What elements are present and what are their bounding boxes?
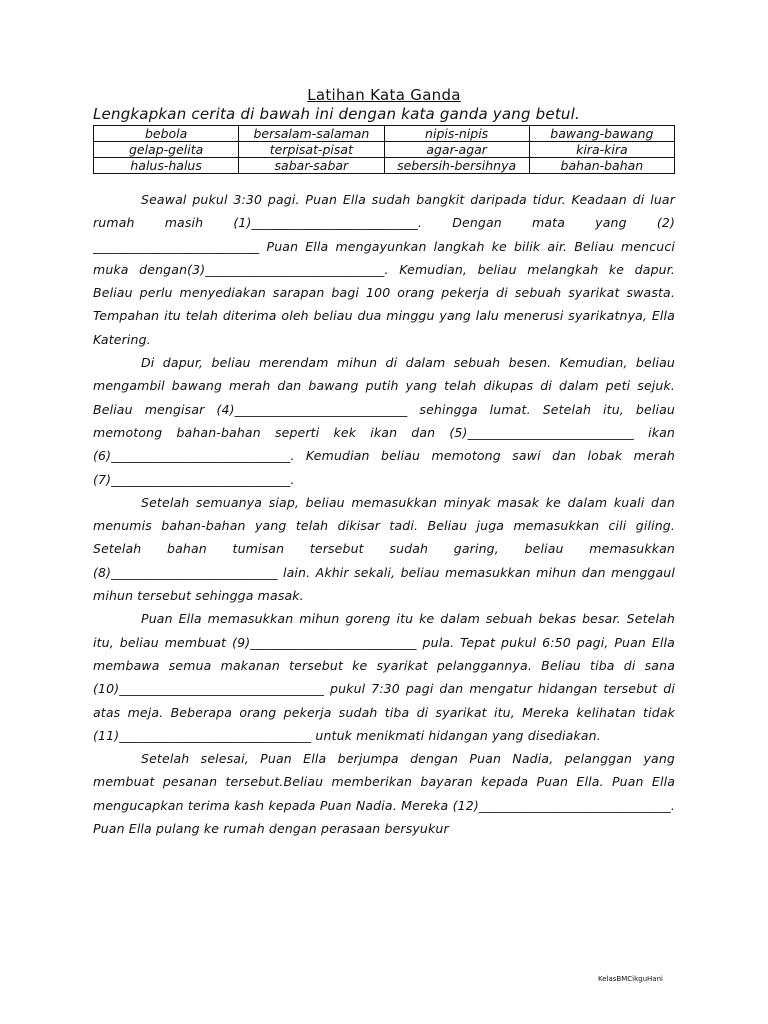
story-paragraph: Di dapur, beliau merendam mihun di dalam sebuah besen. Kemudian, beliau mengambil bawang merah dan bawang putih yang telah dikupas di dalam peti sejuk. Beliau mengisar (4)___________________________ sehingga lumat. Setelah itu, beliau memotong bahan-bahan seperti kek ikan dan (5)__________________________ ikan (6)____________________________. Kemudian beliau memotong sawi dan lobak merah (7)____________________________. xyxy=(93,355,675,487)
word-cell: sebersih-bersihnya xyxy=(384,158,529,174)
word-cell: gelap-gelita xyxy=(94,142,239,158)
story-paragraph: Setelah selesai, Puan Ella berjumpa dengan Puan Nadia, pelanggan yang membuat pesanan tersebut.Beliau memberikan bayaran kepada Puan Ella. Puan Ella mengucapkan terima kash kepada Puan Nadia. Mereka (12)______________________________. Puan Ella pulang ke rumah dengan perasaan bersyukur xyxy=(93,751,675,837)
word-cell: agar-agar xyxy=(384,142,529,158)
story-paragraph: Seawal pukul 3:30 pagi. Puan Ella sudah bangkit daripada tidur. Keadaan di luar rumah masih (1)__________________________. Dengan mata yang (2) __________________________ Puan Ella mengayunkan langkah ke bilik air. Beliau mencuci muka dengan(3)____________________________. Kemudian, beliau melangkah ke dapur. Beliau perlu menyediakan sarapan bagi 100 orang pekerja di sebuah syarikat swasta. Tempahan itu telah diterima oleh beliau dua minggu yang lalu menerusi syarikatnya, Ella Katering. xyxy=(93,192,675,347)
word-cell: bahan-bahan xyxy=(529,158,674,174)
table-row xyxy=(94,126,675,142)
story-text xyxy=(93,188,675,840)
story-paragraph: Puan Ella memasukkan mihun goreng itu ke dalam sebuah bekas besar. Setelah itu, beliau membuat (9)__________________________ pula. Tepat pukul 6:50 pagi, Puan Ella membawa semua makanan tersebut ke syarikat pelanggannya. Beliau tiba di sana (10)________________________________ pukul 7:30 pagi dan mengatur hidangan tersebut di atas meja. Beberapa orang pekerja sudah tiba di syarikat itu, Mereka kelihatan tidak (11)______________________________ untuk menikmati hidangan yang disediakan. xyxy=(93,611,675,743)
word-cell: kira-kira xyxy=(529,142,674,158)
footer-credit: KelasBMCikguHani xyxy=(598,975,663,983)
word-cell: nipis-nipis xyxy=(384,126,529,142)
word-cell: sabar-sabar xyxy=(239,158,384,174)
table-row xyxy=(94,142,675,158)
worksheet-title: Latihan Kata Ganda xyxy=(307,86,461,104)
instruction-text: Lengkapkan cerita di bawah ini dengan kata ganda yang betul. xyxy=(93,105,580,123)
word-bank-table xyxy=(93,125,675,174)
word-cell: halus-halus xyxy=(94,158,239,174)
word-cell: bawang-bawang xyxy=(529,126,674,142)
table-row xyxy=(94,158,675,174)
word-cell: bebola xyxy=(94,126,239,142)
word-cell: bersalam-salaman xyxy=(239,126,384,142)
story-paragraph: Setelah semuanya siap, beliau memasukkan minyak masak ke dalam kuali dan menumis bahan-bahan yang telah dikisar tadi. Beliau juga memasukkan cili giling. Setelah bahan tumisan tersebut sudah garing, beliau memasukkan (8)__________________________ lain. Akhir sekali, beliau memasukkan mihun dan menggaul mihun tersebut sehingga masak. xyxy=(93,494,675,604)
word-cell: terpisat-pisat xyxy=(239,142,384,158)
